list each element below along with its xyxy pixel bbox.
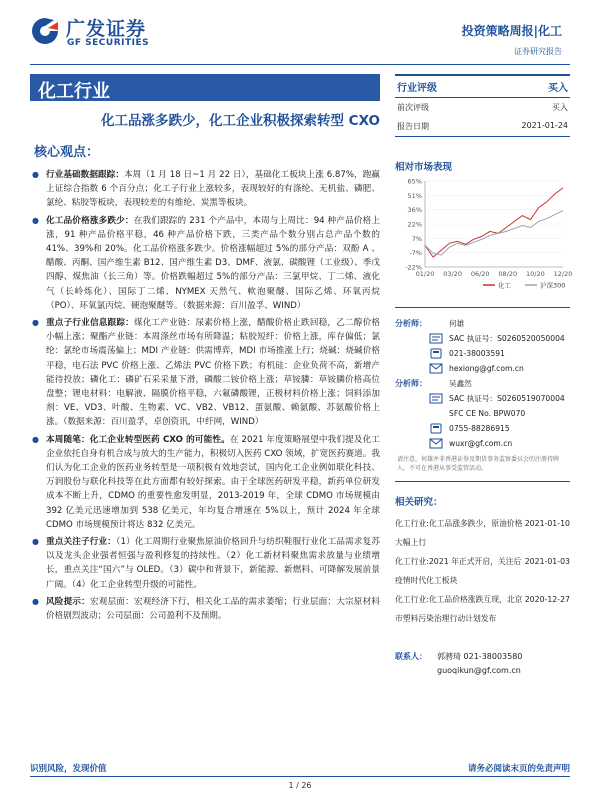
rating-header [395,76,570,98]
email-icon [429,438,443,449]
list-item[interactable] [395,552,570,590]
previous-rating-value: 买入 [552,103,568,112]
analyst-phone-row [395,346,570,361]
y-tick-label: -7% [409,249,422,258]
list-item[interactable] [395,590,570,628]
related-divider [395,481,570,482]
list-item [30,433,380,532]
analyst-phone-row [395,421,570,436]
logo-chinese: 广发证券 [66,18,147,40]
x-tick-label: 10/20 [526,270,545,278]
report-date-value: 2021-01-24 [521,121,568,130]
analyst-cert: SAC 执证号：S0260519070004 [449,394,565,403]
y-tick-label: -22% [405,263,422,272]
phone-icon [429,423,443,434]
bullet-text: 本周（1 月 18 日~1 月 22 日），基础化工板块上涨 6.87%，跑赢上证综合指数 6 个百分点；化工子行业上涨较多，表现较好的有涤纶、无机盐、磷肥、氯纶、粘胶等板块，表现较差的有维纶、炭黑等板块。 [46,170,380,209]
analyst-email[interactable]: wuxr@gf.com.cn [449,439,513,448]
y-tick-label: 22% [407,220,422,229]
list-item [30,214,380,313]
y-tick-label: 65% [407,177,422,186]
analyst-disclaimer: 请注意，何雄并非香港证券及期货事务监察委员会的注册持牌人，不可在香港从事受监管活动。 [397,456,560,472]
x-tick-label: 01/20 [415,270,435,278]
bullet-lead: 本周随笔：化工企业转型医药 CXO 的可能性。 [46,434,230,445]
phone-icon [429,348,443,359]
report-headline: 化工品涨多跌少，化工企业积极探索转型 CXO [100,113,380,129]
analyst-cert: SAC 执证号：S0260520050004 [449,334,565,343]
gf-logo-icon [30,16,60,46]
bullet-lead: 风险提示： [46,596,90,607]
legend-label: 沪深300 [540,281,566,290]
report-header [0,0,600,66]
analyst-email-row [395,436,570,451]
bullet-lead: 重点子行业信息跟踪： [46,318,134,329]
list-item [30,168,380,211]
series-line-1 [425,188,563,257]
page-number: 1 / 26 [288,781,312,790]
analyst-email[interactable]: hexiong@gf.com.cn [449,364,524,373]
sidebar [395,74,573,678]
analyst-name-row [395,376,570,391]
contact-name-phone: 郭骋琦 021-38003580 [437,652,523,661]
contact-email[interactable]: guoqikun@gf.com.cn [437,666,521,675]
report-date-label: 报告日期 [397,122,429,131]
core-views-list [30,168,380,623]
contact-block [395,650,570,678]
bullet-lead: 行业基础数据跟踪： [46,170,125,180]
analyst-name: 吴鑫然 [449,379,472,388]
chart-divider [395,307,570,308]
legend-label: 化工 [498,281,511,290]
list-item [30,316,380,430]
bullet-text: 在 2021 年度策略展望中我们提及化工企业依托自身有机合成与放大的生产能力，积极切入医药 CXO 领域，扩宽医药赛道。我们认为化工企业的医药业务转型是一项积极有效地尝试，国内化工企业例如联化科技、万润股份与联化科技等在此方面都有较好探索。由于全球医药研发平稳，新药单位研发成本不断上升，CDMO 的重要性愈发明显，2013-2019 年，全球 CDMO 市场规模由 392 亿美元迅速增加到 538 亿美元，年均复合增速在 5%以上，预计 2024 年全球 CDMO 市场规模预计将达 832 亿美元。 [46,434,380,530]
certificate-icon [429,393,443,404]
related-research-list [395,514,570,628]
bullet-lead: 化工品价格涨多跌少： [46,215,134,226]
x-tick-label: 12/20 [553,270,573,278]
x-tick-label: 03/20 [443,270,462,278]
header-divider [30,64,570,65]
sector-title: 化工行业 [30,74,380,101]
analyst-name-row [395,316,570,331]
core-views-title: 核心观点： [34,145,100,160]
analyst-label: 分析师： [395,379,427,388]
relative-performance-chart [395,175,573,293]
analyst-sfc-row [395,406,570,421]
analyst-phone: 0755-88286915 [449,424,510,433]
bullet-lead: 重点关注子行业： [46,537,117,548]
rating-value: 买入 [548,83,568,94]
bullet-text: （1）化工周期行业聚焦原油价格回升与纺织鞋服行业化工品需求复苏以及龙头企业强者恒强与盈利修复的持续性。（2）化工新材料聚焦需求放量与业绩增长，重点关注“国六”与 OLED。（3）碳中和背景下，新能源、新燃料、可降解发展前景广阔。（4）化工企业转型升级的可能性。 [46,537,380,590]
list-item[interactable] [395,514,570,552]
related-title-text: 化工行业:化工品价格涨跌互现，北京市塑料污染治理行动计划发布 [395,595,523,623]
related-date: 2020-12-27 [524,595,570,604]
report-type-title: 投资策略周报|化工 [461,24,562,38]
related-date: 2021-01-10 [524,519,570,528]
analyst-cert-row [395,331,570,346]
related-date: 2021-01-03 [524,557,570,566]
analyst-sfc-cert: SFC CE No. BPW070 [449,409,526,418]
bullet-text: 煤化工产业链：尿素价格上涨，醋酸价格止跌回稳，乙二醇价格小幅上涨；聚酯产业链：本周涤丝市场有所降温；粘胶短纤：价格上涨，库存偏低；氯纶：氯纶市场震荡偏上；MDI 产业链：供需博弈，MDI 市场推涨上行；烧碱：烧碱价格平稳，电石法 PVC 价格上涨、乙烯法 PVC 价格下跌；有机硅：企业负荷不高，新增产能待投放；磷化工：磷矿石采采量下滑，磷酸二铵价格上涨；草铵膦：草铵膦价格高位盘整；锂电材料：电解液、隔膜价格平稳，六氟磷酸锂，正极材料价格上涨；饲料添加剂：VE、VD3、叶酸、生物素、VC、VB2、VB12、蛋氨酸、赖氨酸、苏氨酸价格上涨。（数据来源：百川盈孚，卓创资讯，中纤网，WIND） [46,318,380,428]
report-date-row [395,117,570,136]
analyst-phone: 021-38003591 [449,349,505,358]
footer-disclaimer-note: 请务必阅读末页的免责声明 [467,764,570,774]
list-item [30,595,380,623]
related-title-text: 化工行业:2021 年正式开启，关注后疫情时代化工板块 [395,557,522,585]
bullet-text: 在我们跟踪的 231 个产品中，本周与上周比：94 种产品价格上涨，91 种产品价格平稳，46 种产品价格下跌，三类产品个数分别占总产品个数的 41%、39%和 20%。化工品价格涨多跌少。价格涨幅超过 5%的部分产品：双酚 A 、醋酸、丙酮、国产维生素 B12、国产维生素 D3、DMF、液氯、碳酸锂（工业级）、季戊四醇、煤焦油（长三角）等。价格跌幅超过 5%的部分产品：三氯甲烷、丁二烯、液化气（长岭炼化）、国际丁二烯、NYMEX 天然气、軟泡聚醚、国际乙烯、环氧丙烷（PO）、环氧氯丙烷、硬泡聚醚等。（数据来源：百川盈孚、WIND） [46,215,380,311]
footer-slogan: 识别风险，发现价值 [30,764,107,774]
y-tick-label: 36% [407,206,422,215]
related-title-text: 化工行业:化工品涨多跌少，原油价格大幅上行 [395,519,523,547]
rating-box [395,74,570,137]
analyst-name: 何雄 [449,319,465,328]
x-tick-label: 08/20 [498,270,518,278]
previous-rating-row [395,98,570,117]
bullet-text: 宏观层面：宏观经济下行，相关化工品的需求萎缩；行业层面：大宗原材料价格剧烈波动；公司层面：公司盈利不及预期。 [46,596,380,622]
report-type-subtitle: 证券研究报告 [514,47,562,56]
rating-label: 行业评级 [397,83,437,94]
y-tick-label: 51% [407,191,422,200]
related-research-title: 相关研究： [395,497,443,508]
relative-performance-title: 相对市场表现 [395,162,453,173]
certificate-icon [429,333,443,344]
analyst-cert-row [395,391,570,406]
email-icon [429,363,443,374]
y-tick-label: 7% [411,234,422,243]
footer-divider [30,776,570,777]
analyst-block [395,316,570,473]
logo-english: GF SECURITIES [67,38,150,48]
contact-label: 联系人： [395,652,427,661]
x-tick-label: 06/20 [470,270,490,278]
main-column [30,74,380,626]
list-item [30,535,380,592]
previous-rating-label: 前次评级 [397,103,429,112]
analyst-label: 分析师： [395,319,427,328]
analyst-email-row [395,361,570,376]
